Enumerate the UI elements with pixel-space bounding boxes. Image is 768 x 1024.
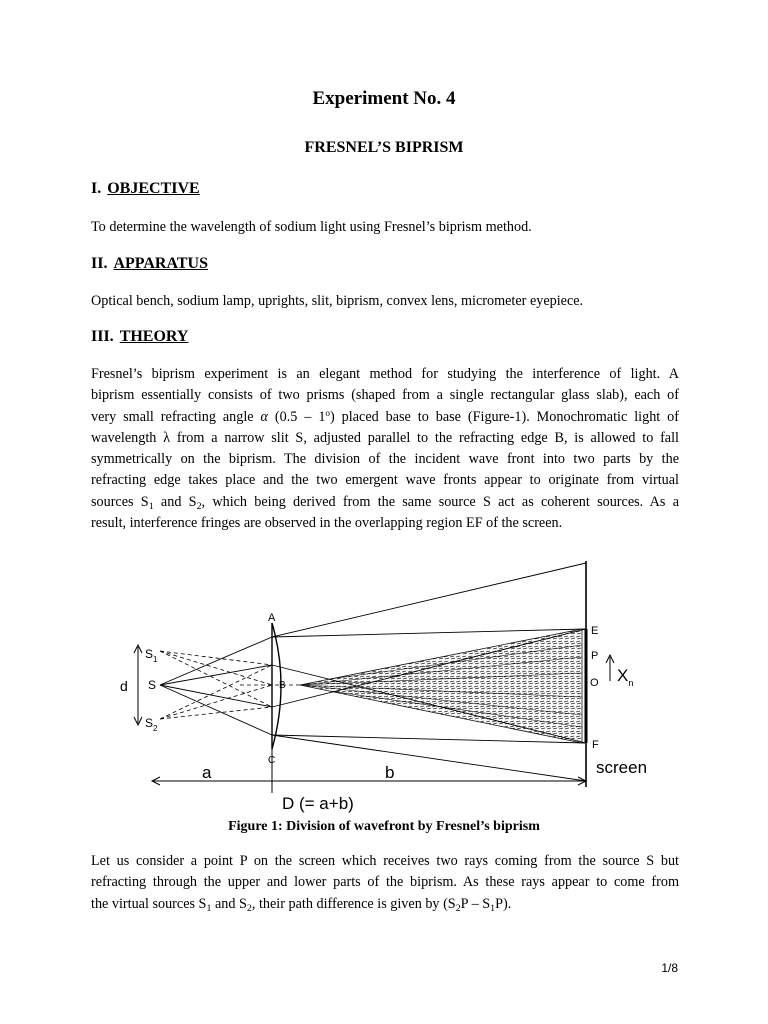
label-D: D (= a+b) — [282, 794, 354, 813]
label-b: b — [385, 763, 395, 782]
theory-line: wavelength λ from a narrow slit S, adjusted parallel to the refracting edge B, is allowed to fall — [91, 429, 679, 446]
label-E: E — [591, 625, 599, 637]
objective-number: I. — [91, 180, 102, 197]
label-d: d — [120, 678, 128, 694]
label-screen: screen — [596, 758, 648, 777]
closing-paragraph — [91, 851, 679, 915]
theory-line: sources $S_1$ and $S_2$, which being derived from the same source S act as coherent sources. As a — [91, 493, 679, 512]
apparatus-text: Optical bench, sodium lamp, uprights, slit, biprism, convex lens, micrometer eyepiece. — [91, 293, 584, 309]
page-title: Experiment No. 4 — [312, 88, 456, 109]
label-C: C — [268, 755, 276, 766]
label-Xn: $X_n$ — [617, 666, 634, 688]
closing-line: the virtual sources $S_1$ and $S_2$, their path difference is given by $(S_2P - S_1P)$. — [91, 895, 512, 914]
label-S2: $S_2$ — [145, 716, 158, 733]
theory-line: result, interference fringes are observed in the overlapping region EF of the screen. — [91, 515, 563, 532]
theory-line: symmetrically on the biprism. The division of the incident wave front into two parts by the — [91, 451, 679, 468]
theory-line: biprism essentially consists of two prisms (shaped from a single rectangular glass slab), each of — [91, 387, 679, 404]
closing-line: refracting through the upper and lower parts of the biprism. As these rays appear to come from — [91, 874, 679, 891]
theory-line: very small refracting angle α (0.5 – 1$^o$) placed base to base (Figure-1). Monochromatic light of — [91, 407, 679, 425]
label-A: A — [268, 612, 276, 624]
theory-line: Fresnel’s biprism experiment is an elegant method for studying the interference of light. A — [91, 366, 679, 382]
page-number: 1/8 — [661, 961, 678, 975]
theory-title: THEORY — [119, 328, 189, 345]
apparatus-heading — [91, 255, 208, 273]
figure-caption: Figure 1: Division of wavefront by Fresnel’s biprism — [228, 819, 540, 834]
biprism-diagram — [0, 555, 768, 815]
overlap-region — [300, 629, 582, 743]
apparatus-title: APPARATUS — [113, 255, 208, 272]
label-P: P — [591, 650, 599, 662]
objective-heading — [91, 180, 200, 198]
label-S: S — [148, 678, 157, 692]
objective-text: To determine the wavelength of sodium light using Fresnel’s biprism method. — [91, 219, 532, 235]
label-F: F — [592, 739, 599, 751]
apparatus-number: II. — [91, 255, 108, 272]
label-S1: $S_1$ — [145, 647, 158, 664]
theory-paragraph — [91, 364, 679, 534]
label-O: O — [590, 677, 599, 689]
label-B: B — [279, 680, 286, 691]
theory-line: refracting edge takes place and the two emergent wave fronts appear to originate from virtual — [91, 472, 679, 489]
theory-number: III. — [91, 328, 114, 345]
objective-title: OBJECTIVE — [107, 180, 200, 197]
page-subtitle: FRESNEL’S BIPRISM — [304, 139, 464, 156]
closing-line: Let us consider a point P on the screen which receives two rays coming from the source S but — [91, 853, 679, 869]
label-a: a — [202, 763, 212, 782]
theory-heading — [91, 328, 188, 346]
